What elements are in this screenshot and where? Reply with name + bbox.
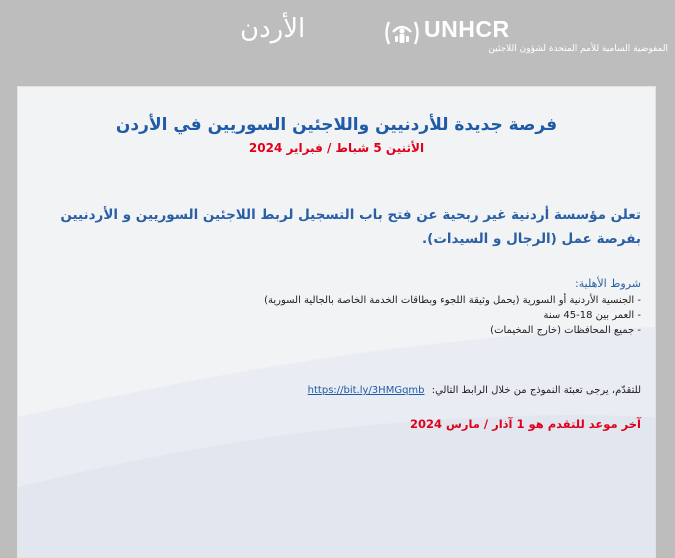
unhcr-subtitle: المفوضية السامية للأمم المتحدة لشؤون اللاجئين bbox=[488, 44, 668, 54]
unhcr-wordmark: UNHCR bbox=[424, 16, 510, 42]
list-item: - جميع المحافظات (خارج المخيمات) bbox=[264, 323, 641, 338]
apply-link[interactable]: https://bit.ly/3HMGqmb bbox=[307, 385, 425, 396]
apply-text: للتقدّم، يرجى تعبئة النموذج من خلال الرابط التالي: bbox=[431, 385, 641, 396]
apply-instructions bbox=[308, 385, 641, 396]
country-title: الأردن bbox=[240, 14, 306, 44]
unhcr-logo bbox=[382, 14, 672, 64]
page-header bbox=[0, 0, 675, 82]
announcement-date: الأثنين 5 شباط / فبراير 2024 bbox=[248, 141, 425, 155]
announcement-title: فرصة جديدة للأردنيين واللاجئين السوريين في الأردن bbox=[115, 115, 558, 135]
announcement-intro: تعلن مؤسسة أردنية غير ربحية عن فتح باب التسجيل لربط اللاجئين السوريين و الأردنيين بفرصة عمل (الرجال و السيدات). bbox=[60, 207, 641, 247]
deadline-text: آخر موعد للتقدم هو 1 آذار / مارس 2024 bbox=[409, 417, 641, 431]
unhcr-emblem-icon bbox=[382, 18, 422, 48]
conditions-heading: شروط الأهلية: bbox=[575, 277, 641, 290]
list-item: - الجنسية الأردنية أو السورية (يحمل وثيقة اللجوء وبطاقات الخدمة الخاصة بالجالية السورية) bbox=[264, 293, 641, 308]
list-item: - العمر بين 18-45 سنة bbox=[264, 308, 641, 323]
conditions-list bbox=[264, 293, 641, 338]
announcement-card bbox=[17, 86, 656, 558]
